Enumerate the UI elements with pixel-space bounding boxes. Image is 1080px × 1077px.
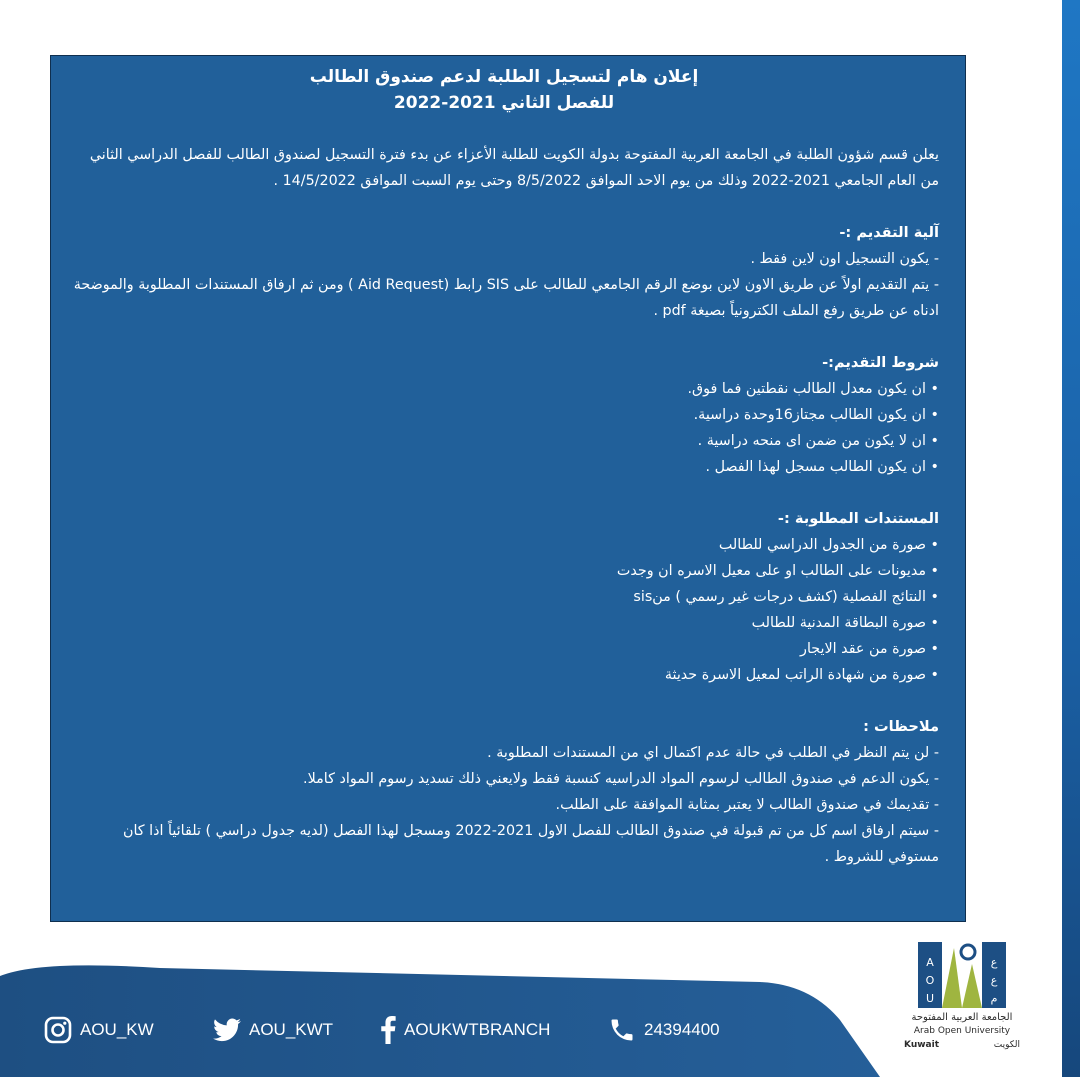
documents-heading: المستندات المطلوبة :- bbox=[777, 510, 939, 527]
svg-text:ع: ع bbox=[990, 974, 998, 987]
logo-branch bbox=[900, 1040, 1024, 1050]
facebook-icon bbox=[380, 1016, 396, 1044]
instagram-icon bbox=[44, 1016, 72, 1044]
condition-item: • ان لا يكون من ضمن اى منحه دراسية . bbox=[69, 428, 939, 454]
document-item: • النتائج الفصلية (كشف درجات غير رسمي ) منsis bbox=[69, 584, 939, 610]
svg-text:A: A bbox=[926, 956, 934, 969]
logo-name-en: Arab Open University bbox=[913, 1026, 1011, 1036]
logo-name-ar: الجامعة العربية المفتوحة bbox=[911, 1012, 1013, 1023]
note-item: - تقديمك في صندوق الطالب لا يعتبر بمثابة الموافقة على الطلب. bbox=[555, 797, 939, 813]
document-item: • مديونات على الطالب او على معيل الاسره ان وجدت bbox=[69, 558, 939, 584]
svg-text:ع: ع bbox=[990, 956, 998, 969]
twitter-handle: AOU_KWT bbox=[249, 1020, 334, 1039]
logo-branch-ar: الكويت bbox=[993, 1040, 1020, 1050]
phone-icon bbox=[608, 1016, 636, 1044]
note-item: - لن يتم النظر في الطلب في حالة عدم اكتمال اي من المستندات المطلوبة . bbox=[487, 745, 939, 761]
announcement-subtitle: للفصل الثاني 2021-2022 bbox=[393, 93, 615, 113]
announcement-panel bbox=[50, 55, 966, 922]
note-item: - يكون الدعم في صندوق الطالب لرسوم المواد الدراسيه كنسبة فقط ولايعني ذلك تسديد رسوم المواد كاملا. bbox=[303, 771, 939, 787]
document-item: • صورة من شهادة الراتب لمعيل الاسرة حديثة bbox=[69, 662, 939, 688]
svg-text:م: م bbox=[990, 992, 998, 1005]
conditions-heading: شروط التقديم:- bbox=[822, 354, 939, 371]
mechanism-item: - يكون التسجيل اون لاين فقط . bbox=[750, 251, 939, 267]
condition-item: • ان يكون الطالب مجتاز16وحدة دراسية. bbox=[69, 402, 939, 428]
facebook-handle: AOUKWTBRANCH bbox=[404, 1020, 551, 1039]
notes-heading: ملاحظات : bbox=[863, 718, 939, 735]
condition-item: • ان يكون معدل الطالب نقطتين فما فوق. bbox=[69, 376, 939, 402]
mechanism-item: - يتم التقديم اولاً عن طريق الاون لاين بوضع الرقم الجامعي للطالب على SIS رابط (Aid Request ) ومن ثم ارفاق المستندات المطلوبة والموضحة ادناه عن طريق رفع الملف الكترونياً بصيغة pdf . bbox=[73, 277, 939, 319]
logo-branch-en: Kuwait bbox=[904, 1040, 939, 1050]
announcement-intro: يعلن قسم شؤون الطلبة في الجامعة العربية المفتوحة بدولة الكويت للطلبة الأعزاء عن بدء فترة التسجيل لصندوق الطالب للفصل الدراسي الثاني من العام الجامعي 2021-2022 وذلك من يوم الاحد الموافق 8/5/2022 وحتى يوم السبت الموافق 14/5/2022 . bbox=[89, 147, 939, 189]
note-item: - سيتم ارفاق اسم كل من تم قبولة في صندوق الطالب للفصل الاول 2021-2022 ومسجل لهذا الفصل (لديه جدول دراسي ) تلقائياً اذا كان مستوفي للشروط . bbox=[122, 823, 939, 865]
right-accent-bar bbox=[1062, 0, 1080, 1077]
twitter-icon bbox=[213, 1018, 241, 1042]
instagram-link[interactable] bbox=[44, 1016, 154, 1044]
twitter-link[interactable] bbox=[213, 1016, 333, 1044]
document-item: • صورة من الجدول الدراسي للطالب bbox=[69, 532, 939, 558]
svg-text:U: U bbox=[925, 992, 935, 1005]
condition-item: • ان يكون الطالب مسجل لهذا الفصل . bbox=[69, 454, 939, 480]
svg-text:O: O bbox=[925, 974, 935, 987]
document-item: • صورة البطاقة المدنية للطالب bbox=[69, 610, 939, 636]
document-item: • صورة من عقد الايجار bbox=[69, 636, 939, 662]
mechanism-heading: آلية التقديم :- bbox=[839, 224, 939, 241]
phone-link[interactable] bbox=[608, 1016, 720, 1044]
phone-number: 24394400 bbox=[644, 1020, 720, 1039]
facebook-link[interactable] bbox=[380, 1016, 550, 1044]
instagram-handle: AOU_KW bbox=[80, 1020, 154, 1039]
announcement-title: إعلان هام لتسجيل الطلبة لدعم صندوق الطالب bbox=[309, 67, 699, 87]
